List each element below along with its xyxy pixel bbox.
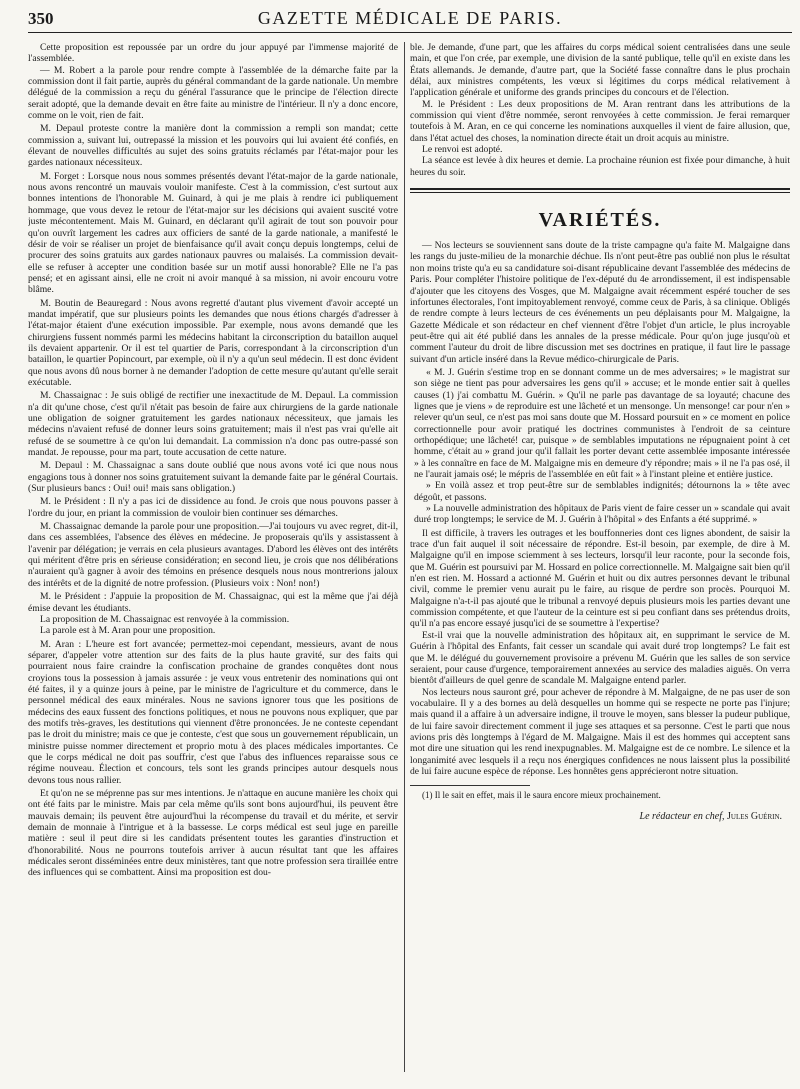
right-column <box>410 42 790 1082</box>
paragraph: Il est difficile, à travers les outrages et les bouffonneries dont ces lignes abondent, de saisir la trace d'un fait auquel il soit nécessaire de répondre. Est-il besoin, par exemple, de dire à M. Malgaigne qu'il en impose sciemment à ses lecteurs, lorsqu'il leur raconte, pour la seconde fois, que M. Guérin est poursuivi par M. Hossard en police correctionnelle. M. Malgaigne sait bien qu'il n'en est rien. M. Hossard a actionné M. Guérin et huit ou dix autres personnes devant le tribunal civil, comme le premier venu aurait pu le faire, au risque de perdre son procès. Pourquoi M. Malgaigne n'a-t-il pas ajouté que le tribunal a renvoyé depuis plusieurs mois les parties devant une commission compétente, et que l'auteur de la ceinture est si peu confiant dans ses prétendus droits, qu'il n'a pas encore essayé jusqu'ici de se soumettre à l'expertise? <box>410 527 790 630</box>
paragraph: La séance est levée à dix heures et demie. La prochaine réunion est fixée pour dimanche, à huit heures du soir. <box>410 155 790 178</box>
paragraph: — Nos lecteurs se souviennent sans doute de la triste campagne qu'a faite M. Malgaigne dans les rangs du juste-milieu de la monarchie déchue. Ils n'ont peut-être pas oublié non plus le résultat non moins triste qu'a eu sa candidature soi-disant républicaine devant l'assemblée des médecins de Paris. Pour compléter l'histoire politique de l'ex-député du 4e arrondissement, il est indispensable d'ajouter que les citoyens des Vosges, que M. Malgaigne avait récemment espéré toucher de ses infortunes électorales, l'ont impitoyablement renvoyé, comme ceux de Paris, à sa clinique. Obligés de rendre compte à leurs lecteurs de ces événements un peu déplaisants pour M. Malgaigne, la Gazette Médicale et son rédacteur en chef viennent d'être l'objet d'un article, le plus incroyable peut-être qui ait été publié dans les annales de la presse médicale. Pour qu'on juge jusqu'où et comment l'auteur du droit de libre discussion met ses doctrines en pratique, il faut lire le passage suivant d'un article inséré dans la Revue médico-chirurgicale de Paris. <box>410 240 790 365</box>
column-divider <box>404 42 405 1072</box>
paragraph: Le renvoi est adopté. <box>422 144 503 156</box>
paragraph: M. Depaul : M. Chassaignac a sans doute oublié que nous avons voté ici que nous nous engagions tous à donner nos soins gratuitement suivant la demande faite par le général Courtais. (Sur plusieurs bancs : Oui! oui! mais sans obligation.) <box>28 460 398 495</box>
paragraph: Et qu'on ne se méprenne pas sur mes intentions. Je n'attaque en aucune manière les choix qui ont été faits par le ministre. Mais par cela même qu'ils sont bons aujourd'hui, ils peuvent être mauvais demain; ils peuvent être aujourd'hui la récompense du travail et du mérite, et servir demain de monnaie à l'intrigue et à la bassesse. Le corps médical est seul juge en pareille matière : seul il peut dire si les candidats présentent toutes les garanties d'instruction et d'honorabilité. Nous ne pourrons toutefois arriver à aucun résultat tant que les affaires médicales seront disséminées entre deux ministères, tant que notre profession sera tiraillée entre des influences qui se combattent. Ainsi ma proposition est dou- <box>28 788 398 879</box>
paragraph: La parole est à M. Aran pour une proposition. <box>40 625 216 637</box>
page-header <box>28 8 792 33</box>
footnote: (1) Il le sait en effet, mais il le saura encore mieux prochainement. <box>422 790 661 801</box>
left-column <box>28 42 398 1082</box>
paragraph: — M. Robert a la parole pour rendre compte à l'assemblée de la démarche faite par la commission dont il fait partie, auprès du général commandant de la garde nationale. Un membre délégué de la commission a reçu du général l'assurance que le principe de l'élection directe serait adopté, que la demande devait en être faite au ministre de l'intérieur. Il n'y a donc encore, comme on le voit, rien de fait. <box>28 64 398 122</box>
section-title: VARIÉTÉS. <box>538 209 662 232</box>
paragraph: La proposition de M. Chassaignac est renvoyée à la commission. <box>40 613 290 625</box>
section-rule <box>410 188 790 190</box>
quoted-paragraph: « M. J. Guérin s'estime trop en se donnant comme un de mes adversaires; » le magistrat sur son siège ne tient pas pour adversaires les gens qu'il » accuse; et le monde entier sait à quelles causes (1) j'ai combattu M. Guérin. » Qu'il ne parle pas davantage de sa loyauté; chacune des lignes que je viens » de reproduire est une lâcheté et un mensonge. Un mensonge! car pour n'en » relever qu'un seul, ce n'est pas moi sans doute que M. Hossard poursuit en » ce moment en police correctionnelle pour avoir pratiqué les doctrines communistes à l'endroit de sa ceinture orthopédique; une lâcheté! car, puisque » de semblables imputations ne répugnaient point à cet homme, c'était au » grand jour qu'il fallait les porter devant cette assemblée imposante intéressée » à les connaître en face de M. Malgaigne mis en demeure d'y répondre; mais » il ne l'a pas osé, il ne l'aurait jamais osé; le mépris de l'assemblée en eût fait » à l'instant pleine et entière justice. <box>414 366 790 480</box>
signature-label: Le rédacteur en chef, <box>639 811 725 823</box>
masthead-title: GAZETTE MÉDICALE DE PARIS. <box>257 8 563 28</box>
quoted-paragraph: » La nouvelle administration des hôpitaux de Paris vient de faire cesser un » scandale qui avait duré trop longtemps; le service de M. J. Guérin à l'hôpital » des Enfants a été supprimé. » <box>414 503 790 526</box>
paragraph: M. Boutin de Beauregard : Nous avons regretté d'autant plus vivement d'avoir accepté un mandat impératif, que sur plusieurs points les demandes que nous étions chargés d'adresser à l'état-major étaient d'une exécution impossible. Par exemple, nous avons demandé que les chirurgiens fussent nommés parmi les médecins habitant la circonscription du bataillon auquel ils devaient appartenir. Or il est tel quartier de Paris, correspondant à la circonscription d'un bataillon, le quartier Popincourt, par exemple, où il n'y a qu'un seul médecin. Il est donc évident que nous avons dû nous borner à ne demander l'adoption de cette mesure qu'autant qu'elle serait exécutable. <box>28 297 398 388</box>
paragraph: M. Depaul proteste contre la manière dont la commission a rempli son mandat; cette commission a, suivant lui, outrepassé la mission et les pouvoirs qui lui avaient été confiés, en élevant de nouvelles difficultés au sujet des soins gratuits réclamés par l'état-major pour les gardes nationaux nécessiteux. <box>28 123 398 169</box>
quoted-paragraph: » En voilà assez et trop peut-être sur de semblables indignités; détournons la » tête avec dégoût, et passons. <box>414 480 790 503</box>
paragraph: M. Chassaignac : Je suis obligé de rectifier une inexactitude de M. Depaul. La commission n'a dit qu'une chose, c'est qu'il n'était pas besoin de faire aux chirurgiens de la garde nationale une obligation de soigner gratuitement les gardes nationaux nécessiteux, que jamais les médecins n'avaient refusé de donner leurs soins gratuitement; mais il n'est pas vrai qu'elle ait refusé de se soumettre à ce qu'on lui demandait. La commission n'a donc pas outre-passé son mandat. Je repousse, pour ma part, toute accusation de cette nature. <box>28 390 398 459</box>
signature <box>410 811 790 822</box>
paragraph: M. Forget : Lorsque nous nous sommes présentés devant l'état-major de la garde nationale, nous avons rencontré un mauvais vouloir manifeste. C'est à la commission, c'est surtout aux bonnes intentions de l'honorable M. Guinard, à qui je me plais à rendre ici publiquement hommage, que vous devez le retour de l'état-major sur les décisions qui avaient suscité votre juste mécontentement. Mais M. Guinard, en déclarant qu'il agirait de tout son pouvoir pour qu'on ouvrît largement les cadres aux officiers de santé de la garde nationale, a manifesté le désir de voir se réaliser un projet de bienfaisance qu'il avait conçu depuis longtemps, celui de procurer des soins gratuits aux gardes nationaux pauvres ou malaisés. La commission devait-elle se refuser à accepter une condition basée sur un motif aussi honorable? Elle ne l'a pas pensé; et en agissant ainsi, elle ne croit ni avoir manqué à sa mission, ni avoir encouru votre blâme. <box>28 170 398 296</box>
paragraph: Est-il vrai que la nouvelle administration des hôpitaux ait, en supprimant le service de M. Guérin à l'hôpital des Enfants, fait cesser un scandale qui avait duré trop longtemps? Le fait est que M. le délégué du gouvernement provisoire a prévenu M. Guérin que les salles de son service seraient, pour cause d'urgence, temporairement annexées au service des maladies aiguës. On verra bientôt d'ailleurs de quel genre de scandale M. Malgaigne entend parler. <box>410 629 790 687</box>
paragraph: Nos lecteurs nous sauront gré, pour achever de répondre à M. Malgaigne, de ne pas user de son vocabulaire. Il y a des bornes au delà desquelles un homme qui se respecte ne porte pas l'injure; mais quand il a affaire à un adversaire indigne, il trouve le moyen, sans blesser la pudeur publique, de lui faire savoir directement comment il juge ses attaques et sa personne. C'est le parti que nous avions pris dès longtemps à l'égard de M. Malgaigne. Mais il est des hommes qui acceptent sans mot dire une situation qui les rend inexpugnables. M. Malgaigne est de ce nombre. Le silence et la longanimité avec lesquels il a reçu nos énergiques confidences ne nous laissent plus la possibilité de lui faire aucune espèce de réponse. Les honnêtes gens apprécieront notre situation. <box>410 686 790 777</box>
paragraph: M. Chassaignac demande la parole pour une proposition.—J'ai toujours vu avec regret, dit-il, dans ces assemblées, l'absence des élèves en médecine. Je proposerais qu'ils y assistassent à l'avenir par délégation; je verrais en cela plusieurs avantages. D'abord les élèves ont des intérêts qui méritent d'être pris en sérieuse considération; en second lieu, je crois que nos délibérations n'auraient qu'à gagner à avoir des témoins en présence desquels nous nous montrerions jaloux des intérêts et de la dignité de notre profession. (Plusieurs voix : Non! non!) <box>28 521 398 589</box>
section-rule <box>410 192 790 193</box>
footnote-rule <box>410 785 530 786</box>
paragraph: ble. Je demande, d'une part, que les affaires du corps médical soient centralisées dans une seule main, et que l'on crée, par exemple, une division de la santé publique, telle qu'il en existe dans les États allemands. Je demande, d'autre part, que la Société fasse connaître dans le plus prochain délai, aux ministres compétents, les vœux si légitimes du corps médical relativement à l'application générale et uniforme des grands principes du concours et de l'élection. <box>410 42 790 99</box>
paragraph: Cette proposition est repoussée par un ordre du jour appuyé par l'immense majorité de l'assemblée. <box>28 42 398 65</box>
signature-name: Jules Guérin. <box>727 811 782 823</box>
paragraph: M. le Président : J'appuie la proposition de M. Chassaignac, qui est la même que j'ai déjà émise devant les étudiants. <box>28 591 398 614</box>
paragraph: M. le Président : Les deux propositions de M. Aran rentrant dans les attributions de la commission qui vient d'être nommée, seront renvoyées à cette commission. Je ferai remarquer toutefois à M. Aran, en ce qui concerne les nominations auxquelles il vient de faire allusion, que, dans l'état actuel des choses, la nomination directe était un droit acquis au ministre. <box>410 98 790 144</box>
paragraph: M. le Président : Il n'y a pas ici de dissidence au fond. Je crois que nous pouvons passer à l'ordre du jour, en priant la commission de vouloir bien continuer ses démarches. <box>28 496 398 519</box>
page-number: 350 <box>28 9 54 28</box>
paragraph: M. Aran : L'heure est fort avancée; permettez-moi cependant, messieurs, avant de nous séparer, d'appeler votre attention sur des faits de la plus haute gravité, sur des faits qui pourraient nous faire craindre la confiscation prochaine de grandes conquêtes dont nous croyions tous la possession à jamais assurée : je veux vous entretenir des nominations qui ont été faites, il y a quinze jours à peine, par le ministre de l'agriculture et du commerce, dans le personnel médical des eaux minérales. Nous ne savions ignorer tous que les positions de médecins des eaux fussent des fonctions politiques, et nous ne pouvons nous expliquer, que par des motifs très-graves, les destitutions qui viennent d'être prononcées. Je ne conteste cependant pas le droit du ministre; mais ce que je conteste, c'est que sous un gouvernement républicain, un ministre puisse nommer directement et proprio motu à des places médicales importantes. Ce que le corps médical ne doit pas souffrir, c'est que l'abus des influences reparaisse sous ce régime nouveau. Élection et concours, tels sont les grands principes autour desquels nous devons tous nous rallier. <box>28 638 398 786</box>
